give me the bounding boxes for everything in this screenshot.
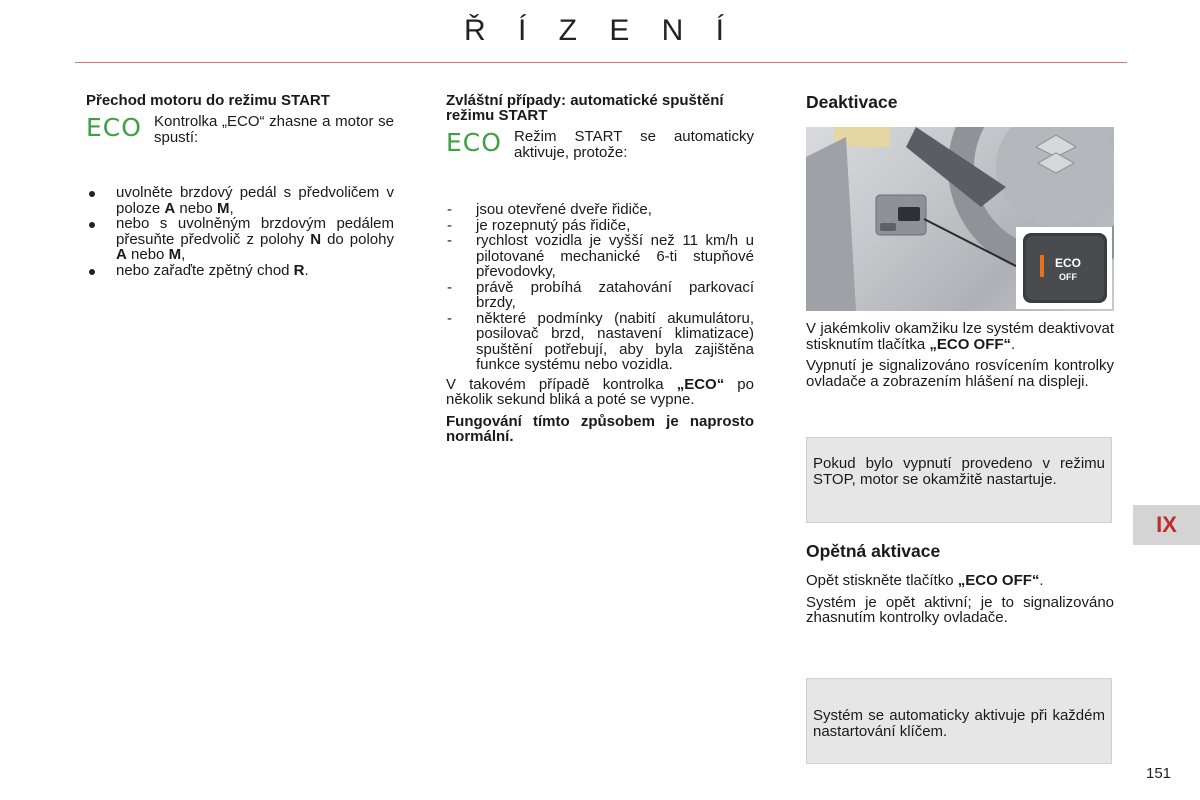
eco-logo-icon: ECO — [446, 128, 502, 157]
list-item: nebo s uvolněným brzdovým pedálem přesuňte předvolič z polohy N do polohy A nebo M, — [86, 216, 394, 263]
list-item: - je rozepnutý pás řidiče, — [446, 218, 754, 234]
list-item: - právě probíhá zatahování parkovací brzdy, — [446, 280, 754, 311]
eco-off-label-line2: OFF — [1059, 272, 1077, 282]
section-heading-deactivation: Deaktivace — [806, 92, 898, 112]
page-number: 151 — [1146, 765, 1172, 782]
eco-logo-icon: ECO — [86, 113, 142, 142]
reactivation-section — [806, 542, 1114, 626]
eco-indicator-text: Režim START se automaticky aktivuje, protože: — [514, 128, 754, 161]
deactivation-paragraph: V jakémkoliv okamžiku lze systém deaktivovat stisknutím tlačítka „ECO OFF“. — [806, 320, 1114, 353]
deactivation-signal-paragraph: Vypnutí je signalizováno rosvícením kontrolky ovladače a zobrazením hlášení na displeji. — [806, 357, 1114, 390]
dashboard-illustration — [806, 127, 1114, 311]
column-deactivation — [806, 93, 1114, 111]
list-item: nebo zařaďte zpětný chod R. — [86, 263, 394, 279]
list-item: uvolněte brzdový pedál s předvoličem v poloze A nebo M, — [86, 185, 394, 216]
start-conditions-list — [86, 185, 394, 278]
auto-activation-note — [806, 678, 1112, 764]
list-item: - některé podmínky (nabití akumulátoru, posilovač brzd, nastavení klimatizace) spuštění potřebují, aby byla zajištěna funkce systému nebo vozidla. — [446, 311, 754, 373]
normal-operation-note: Fungování tímto způsobem je naprosto normální. — [446, 412, 754, 445]
eco-indicator-row — [446, 129, 754, 160]
list-item: - rychlost vozidla je vyšší než 11 km/h u pilotované mechanické 6-ti stupňové převodovky, — [446, 233, 754, 280]
stop-mode-note-text: Pokud bylo vypnutí provedeno v režimu STOP, motor se okamžitě nastartuje. — [813, 455, 1105, 488]
auto-activation-note-text: Systém se automaticky aktivuje při každém nastartování klíčem. — [813, 707, 1105, 740]
eco-off-label-line1: ECO — [1054, 256, 1082, 270]
eco-indicator-row — [86, 114, 394, 145]
column-special-cases — [446, 93, 754, 445]
list-item: - jsou otevřené dveře řidiče, — [446, 202, 754, 218]
section-heading-start: Přechod motoru do režimu START — [86, 92, 330, 109]
eco-off-button-photo — [806, 127, 1114, 311]
stop-mode-note — [806, 437, 1112, 523]
section-heading-reactivation: Opětná aktivace — [806, 541, 941, 561]
chapter-tab: IX — [1133, 505, 1200, 545]
column-start-transition — [86, 93, 394, 278]
eco-blink-paragraph: V takovém případě kontrolka „ECO“ po několik sekund bliká a poté se vypne. — [446, 375, 754, 408]
eco-indicator-text: Kontrolka „ECO“ zhasne a motor se spustí: — [154, 113, 394, 146]
page-title: Ř Í Z E N Í — [463, 14, 736, 47]
title-rule — [75, 62, 1127, 63]
reactivation-paragraph: Opět stiskněte tlačítko „ECO OFF“. — [806, 572, 1044, 589]
section-heading-special-cases: Zvláštní případy: automatické spuštění režimu START — [446, 92, 724, 124]
reactivation-signal-paragraph: Systém je opět aktivní; je to signalizováno zhasnutím kontrolky ovladače. — [806, 593, 1114, 626]
deactivation-text — [806, 321, 1114, 389]
auto-start-conditions-list — [446, 202, 754, 373]
